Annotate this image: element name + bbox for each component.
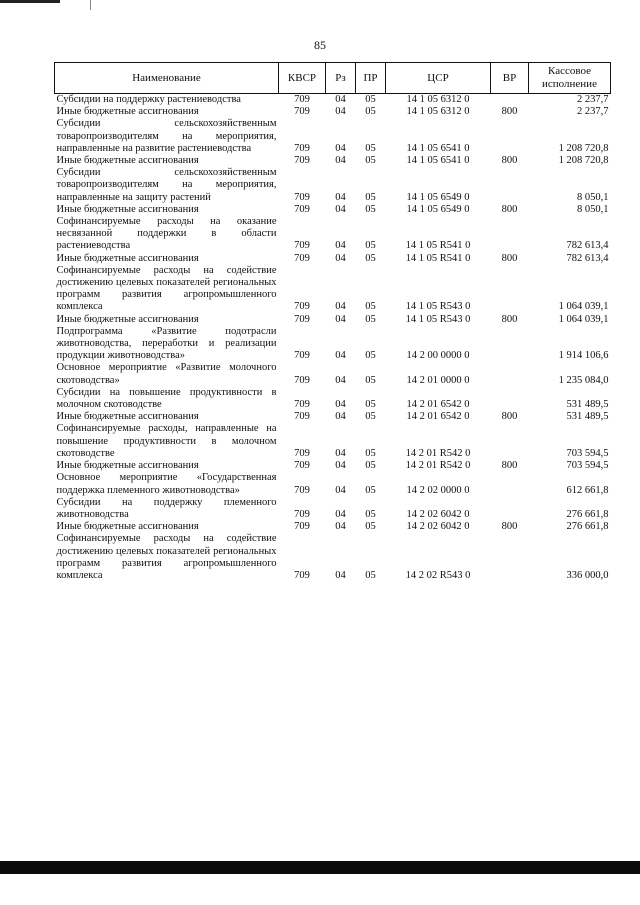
row-amount: 1 235 084,0 — [558, 374, 609, 386]
row-csr: 14 1 05 R541 0 — [405, 240, 471, 252]
header-rz: Рз — [326, 63, 356, 94]
row-rz: 04 — [335, 484, 346, 496]
row-kvsr: 709 — [294, 447, 310, 459]
row-pr: 05 — [365, 460, 376, 472]
table-header-row — [55, 63, 611, 94]
table-row — [55, 265, 611, 314]
row-amount: 2 237,7 — [577, 94, 609, 105]
row-kvsr: 709 — [294, 411, 310, 423]
row-pr: 05 — [365, 203, 376, 215]
table-row — [55, 118, 611, 155]
row-vr — [491, 216, 529, 253]
row-pr: 05 — [365, 252, 376, 264]
row-vr: 800 — [501, 252, 518, 264]
row-csr: 14 1 05 R543 0 — [405, 313, 471, 325]
table-row — [55, 533, 611, 582]
row-vr: 800 — [501, 106, 518, 118]
row-vr — [491, 472, 529, 496]
row-rz: 04 — [335, 301, 346, 313]
header-csr: ЦСР — [386, 63, 491, 94]
row-vr: 800 — [501, 521, 518, 533]
row-kvsr: 709 — [294, 252, 310, 264]
row-csr: 14 1 05 6541 0 — [406, 155, 470, 167]
row-csr: 14 1 05 R543 0 — [405, 301, 471, 313]
row-csr: 14 2 01 6542 0 — [406, 399, 470, 411]
row-name: Основное мероприятие «Государственная поддержка племенного животноводства» — [56, 472, 277, 496]
row-csr: 14 2 00 0000 0 — [406, 350, 470, 362]
table-row — [55, 155, 611, 167]
row-name: Основное мероприятие «Развитие молочного скотоводства» — [56, 362, 277, 386]
row-vr — [491, 167, 529, 204]
row-amount: 531 489,5 — [566, 399, 609, 411]
row-kvsr: 709 — [294, 460, 310, 472]
table-row — [55, 387, 611, 411]
row-vr: 800 — [501, 155, 518, 167]
row-name: Иные бюджетные ассигнования — [56, 203, 199, 215]
row-name: Субсидии сельскохозяйственным товаропроизводителям на мероприятия, направленные на развитие растениеводства — [56, 118, 277, 154]
row-vr — [491, 94, 529, 107]
row-csr: 14 1 05 6549 0 — [406, 203, 470, 215]
row-vr — [491, 497, 529, 521]
row-vr — [491, 265, 529, 314]
row-pr: 05 — [365, 374, 376, 386]
row-csr: 14 2 01 6542 0 — [406, 411, 470, 423]
row-amount: 782 613,4 — [566, 240, 609, 252]
row-pr: 05 — [365, 301, 376, 313]
row-kvsr: 709 — [294, 203, 310, 215]
row-rz: 04 — [335, 142, 346, 154]
table-row — [55, 106, 611, 118]
row-kvsr: 709 — [294, 508, 310, 520]
row-name: Иные бюджетные ассигнования — [56, 460, 199, 472]
header-vr: ВР — [491, 63, 529, 94]
row-pr: 05 — [365, 94, 376, 105]
row-pr: 05 — [365, 142, 376, 154]
table-row — [55, 204, 611, 216]
row-name: Иные бюджетные ассигнования — [56, 106, 199, 118]
row-rz: 04 — [335, 155, 346, 167]
row-amount: 336 000,0 — [566, 569, 609, 581]
row-csr: 14 2 01 R542 0 — [405, 447, 471, 459]
row-kvsr: 709 — [294, 521, 310, 533]
row-csr: 14 2 02 0000 0 — [406, 484, 470, 496]
row-csr: 14 2 02 6042 0 — [406, 508, 470, 520]
row-pr: 05 — [365, 447, 376, 459]
row-amount: 8 050,1 — [577, 203, 609, 215]
row-amount: 612 661,8 — [566, 484, 609, 496]
row-pr: 05 — [365, 399, 376, 411]
table-row — [55, 521, 611, 533]
row-rz: 04 — [335, 508, 346, 520]
row-kvsr: 709 — [294, 313, 310, 325]
row-name: Субсидии сельскохозяйственным товаропроизводителям на мероприятия, направленные на защиту растений — [56, 167, 277, 203]
row-name: Иные бюджетные ассигнования — [56, 252, 199, 264]
row-name: Иные бюджетные ассигнования — [56, 155, 199, 167]
table-row — [55, 423, 611, 460]
row-kvsr: 709 — [294, 350, 310, 362]
row-kvsr: 709 — [294, 484, 310, 496]
row-pr: 05 — [365, 313, 376, 325]
row-kvsr: 709 — [294, 106, 310, 118]
header-name: Наименование — [55, 63, 279, 94]
row-rz: 04 — [335, 447, 346, 459]
row-pr: 05 — [365, 569, 376, 581]
row-csr: 14 2 01 0000 0 — [406, 374, 470, 386]
row-csr: 14 1 05 R541 0 — [405, 252, 471, 264]
row-csr: 14 2 02 6042 0 — [406, 521, 470, 533]
row-amount: 1 064 039,1 — [558, 313, 609, 325]
header-pr: ПР — [356, 63, 386, 94]
row-rz: 04 — [335, 191, 346, 203]
row-pr: 05 — [365, 240, 376, 252]
row-kvsr: 709 — [294, 240, 310, 252]
header-kvsr: КВСР — [279, 63, 326, 94]
row-csr: 14 1 05 6312 0 — [406, 94, 470, 105]
row-rz: 04 — [335, 374, 346, 386]
row-kvsr: 709 — [294, 94, 310, 105]
row-amount: 276 661,8 — [566, 521, 609, 533]
row-csr: 14 1 05 6549 0 — [406, 191, 470, 203]
table-row — [55, 326, 611, 363]
row-amount: 531 489,5 — [566, 411, 609, 423]
header-amount: Кассовое исполнение — [529, 63, 611, 94]
row-amount: 8 050,1 — [577, 191, 609, 203]
row-pr: 05 — [365, 508, 376, 520]
row-vr — [491, 326, 529, 363]
row-kvsr: 709 — [294, 155, 310, 167]
row-amount: 1 208 720,8 — [558, 155, 609, 167]
row-vr: 800 — [501, 460, 518, 472]
row-name: Субсидии на повышение продуктивности в молочном скотоводстве — [56, 386, 277, 411]
row-pr: 05 — [365, 521, 376, 533]
row-name: Софинансируемые расходы, направленные на повышение продуктивности в молочном скотоводстве — [56, 423, 277, 459]
row-pr: 05 — [365, 155, 376, 167]
row-pr: 05 — [365, 191, 376, 203]
row-kvsr: 709 — [294, 374, 310, 386]
row-rz: 04 — [335, 106, 346, 118]
row-name: Субсидии на поддержку племенного животноводства — [56, 496, 277, 520]
row-vr — [491, 118, 529, 155]
row-kvsr: 709 — [294, 142, 310, 154]
row-csr: 14 1 05 6312 0 — [406, 106, 470, 118]
scan-border-bottom — [0, 861, 640, 874]
row-name: Иные бюджетные ассигнования — [56, 411, 199, 423]
table-row — [55, 497, 611, 521]
row-rz: 04 — [335, 313, 346, 325]
row-rz: 04 — [335, 203, 346, 215]
row-rz: 04 — [335, 411, 346, 423]
table-body — [55, 94, 611, 583]
table-row — [55, 362, 611, 386]
row-amount: 782 613,4 — [566, 252, 609, 264]
row-rz: 04 — [335, 521, 346, 533]
table-row — [55, 472, 611, 496]
row-vr: 800 — [501, 313, 518, 325]
row-name: Иные бюджетные ассигнования — [56, 313, 199, 325]
row-vr — [491, 533, 529, 582]
row-vr: 800 — [501, 203, 518, 215]
row-amount: 1 208 720,8 — [558, 142, 609, 154]
row-rz: 04 — [335, 252, 346, 264]
row-kvsr: 709 — [294, 301, 310, 313]
row-pr: 05 — [365, 106, 376, 118]
table-row — [55, 314, 611, 326]
row-rz: 04 — [335, 94, 346, 105]
row-amount: 703 594,5 — [566, 460, 609, 472]
row-amount: 2 237,7 — [577, 106, 609, 118]
row-vr: 800 — [501, 411, 518, 423]
row-vr — [491, 387, 529, 411]
scan-artifact-top — [0, 0, 60, 3]
budget-table — [54, 62, 611, 582]
scan-artifact-tick — [90, 0, 91, 10]
row-csr: 14 1 05 6541 0 — [406, 142, 470, 154]
row-csr: 14 2 02 R543 0 — [405, 569, 471, 581]
row-vr — [491, 362, 529, 386]
row-pr: 05 — [365, 350, 376, 362]
row-amount: 1 914 106,6 — [558, 350, 609, 362]
row-csr: 14 2 01 R542 0 — [405, 460, 471, 472]
row-kvsr: 709 — [294, 191, 310, 203]
row-rz: 04 — [335, 350, 346, 362]
row-amount: 703 594,5 — [566, 447, 609, 459]
row-rz: 04 — [335, 460, 346, 472]
row-name: Субсидии на поддержку растениеводства — [56, 94, 241, 105]
table-row — [55, 167, 611, 204]
row-rz: 04 — [335, 240, 346, 252]
table-row — [55, 253, 611, 265]
page-number: 85 — [314, 38, 326, 52]
row-kvsr: 709 — [294, 569, 310, 581]
row-amount: 276 661,8 — [566, 508, 609, 520]
row-name: Подпрограмма «Развитие подотрасли животноводства, переработки и реализации продукции животноводства» — [56, 325, 277, 362]
row-rz: 04 — [335, 569, 346, 581]
table-row — [55, 216, 611, 253]
row-vr — [491, 423, 529, 460]
row-amount: 1 064 039,1 — [558, 301, 609, 313]
row-name: Софинансируемые расходы на содействие достижению целевых показателей региональных программ развития агропромышленного комплекса — [56, 264, 277, 313]
row-name: Софинансируемые расходы на содействие достижению целевых показателей региональных программ развития агропромышленного комплекса — [56, 533, 277, 581]
row-pr: 05 — [365, 411, 376, 423]
table-row — [55, 411, 611, 423]
row-kvsr: 709 — [294, 399, 310, 411]
row-name: Софинансируемые расходы на оказание несвязанной поддержки в области растениеводства — [56, 216, 277, 252]
table-row — [55, 94, 611, 107]
row-pr: 05 — [365, 484, 376, 496]
row-rz: 04 — [335, 399, 346, 411]
table-row — [55, 460, 611, 472]
row-name: Иные бюджетные ассигнования — [56, 521, 199, 533]
